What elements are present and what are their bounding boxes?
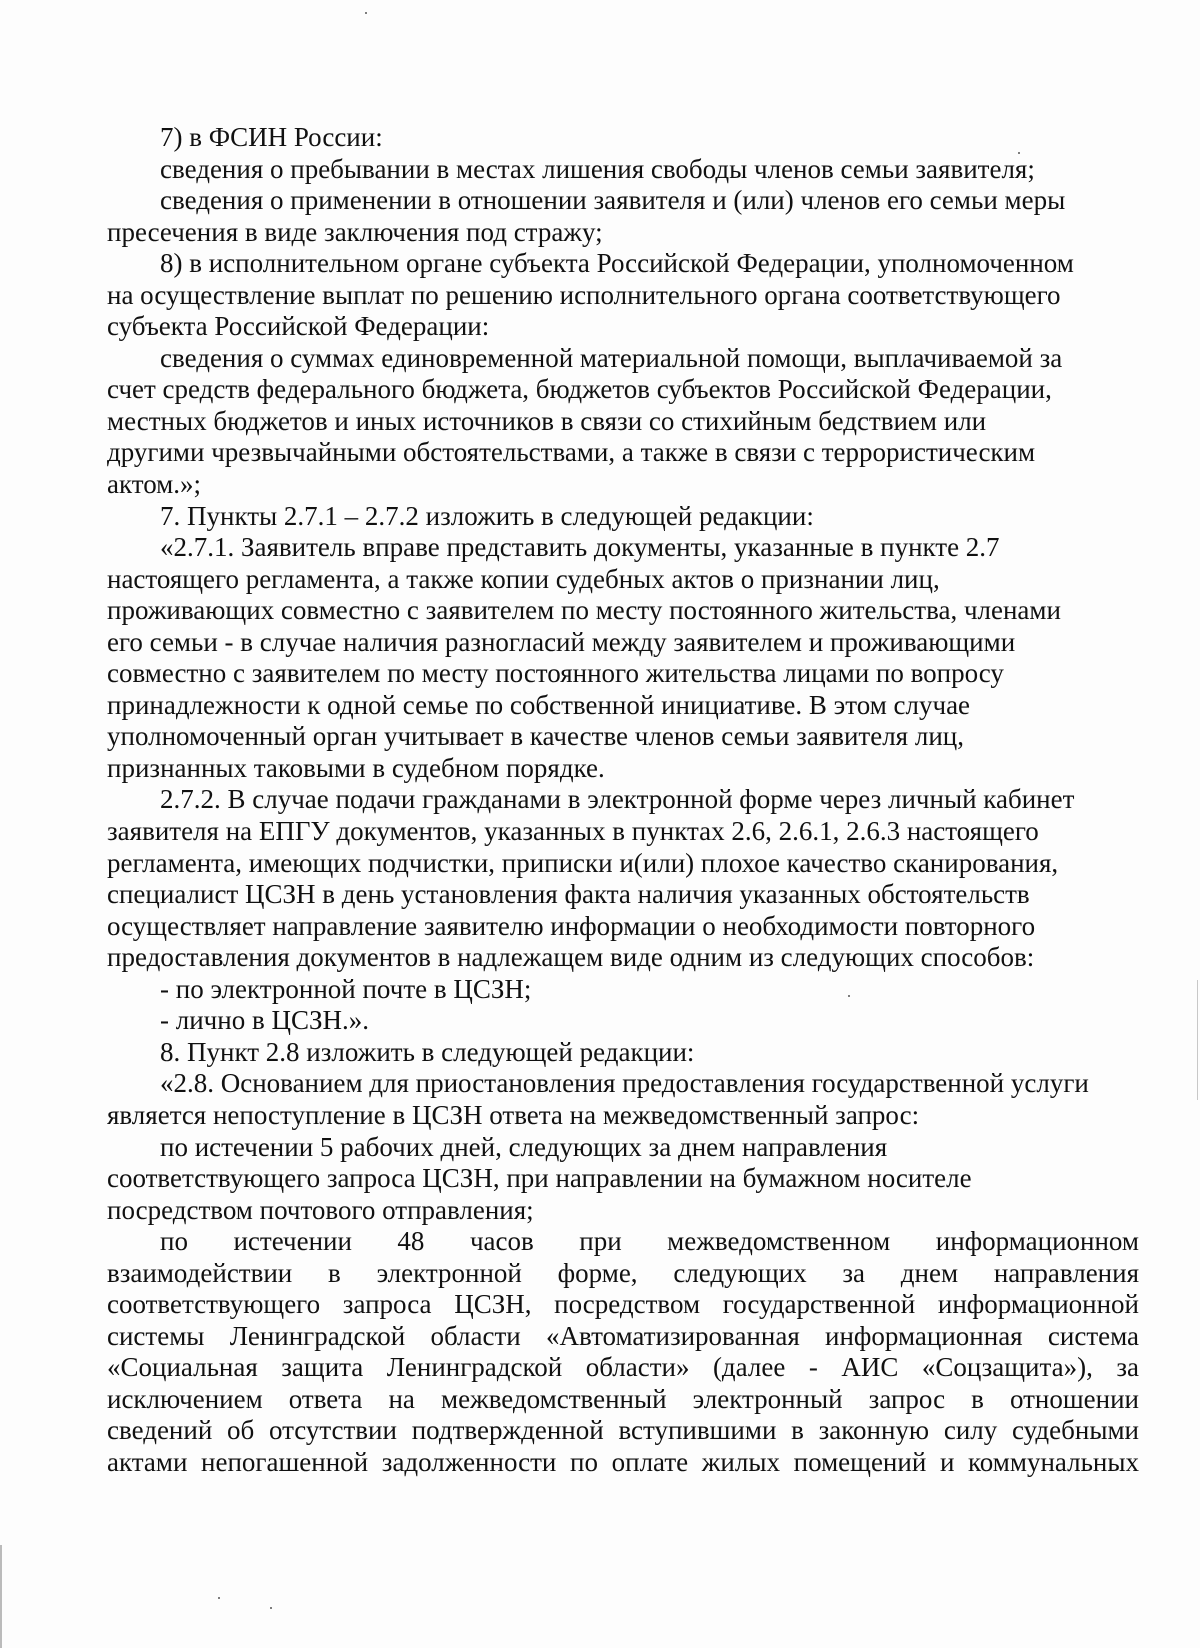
paragraph-item-7-heading: 7. Пункты 2.7.1 – 2.7.2 изложить в следующей редакции: (160, 500, 814, 531)
scan-speck (848, 995, 850, 997)
paragraph-item-8-heading: 8. Пункт 2.8 изложить в следующей редакции: (160, 1036, 695, 1067)
paragraph-imprisonment-info: сведения о пребывании в местах лишения свободы членов семьи заявителя; (160, 153, 1035, 184)
list-item-in-person: - лично в ЦСЗН.». (160, 1005, 369, 1036)
list-item-email: - по электронной почте в ЦСЗН; (160, 973, 532, 1004)
paragraph-5-working-days: по истечении 5 рабочих дней, следующих за днем направления соответствующего запроса ЦСЗН, при направлении на бумажном носителе посредством почтового отправления; (107, 1131, 972, 1225)
scan-speck (270, 1607, 272, 1609)
scan-speck (218, 1597, 220, 1599)
paragraph-fsin-heading: 7) в ФСИН России: (160, 122, 383, 152)
scan-edge-right (1197, 980, 1198, 1100)
paragraph-48-hours: по истечении 48 часов при межведомственном информационном взаимодействии в электронной форме, следующих за днем направления соответствующего запроса ЦСЗН, посредством государственной информационной системы Ленинградской области «Автоматизированная информационная система «Социальная защита Ленинградской области» (далее - АИС «Соцзащита»), за исключением ответа на межведомственный электронный запрос в отношении сведений об отсутствии подтвержденной вступившими в законную силу судебными актами непогашенной задолженности по оплате жилых помещений и коммунальных (107, 1226, 1139, 1477)
paragraph-2-7-2: 2.7.2. В случае подачи гражданами в электронной форме через личный кабинет заявителя на ЕПГУ документов, указанных в пунктах 2.6, 2.6.1, 2.6.3 настоящего регламента, имеющих подчистки, приписки и(или) плохое качество сканирования, специалист ЦСЗН в день установления факта наличия указанных обстоятельств осуществляет направление заявителю информации о необходимости повторного предоставления документов в надлежащем виде одним из следующих способов: (107, 784, 1075, 973)
paragraph-regional-authority: 8) в исполнительном органе субъекта Российской Федерации, уполномоченном на осуществление выплат по решению исполнительного органа соответствующего субъекта Российской Федерации: (107, 248, 1074, 342)
scan-speck (365, 12, 367, 14)
paragraph-material-aid-info: сведения о суммах единовременной материальной помощи, выплачиваемой за счет средств федерального бюджета, бюджетов субъектов Российской Федерации, местных бюджетов и иных источников в связи со стихийным бедствием или другими чрезвычайными обстоятельствами, а также в связи с террористическим актом.»; (107, 342, 1063, 500)
paragraph-restraint-info: сведения о применении в отношении заявителя и (или) членов его семьи меры пресечения в виде заключения под стражу; (107, 185, 1066, 247)
paragraph-2-8: «2.8. Основанием для приостановления предоставления государственной услуги является непоступление в ЦСЗН ответа на межведомственный запрос: (107, 1068, 1089, 1130)
scan-edge-left (0, 1545, 2, 1648)
document-body (107, 122, 1139, 1479)
scan-speck (1018, 152, 1020, 154)
paragraph-2-7-1: «2.7.1. Заявитель вправе представить документы, указанные в пункте 2.7 настоящего регламента, а также копии судебных актов о признании лиц, проживающих совместно с заявителем по месту постоянного жительства, членами его семьи - в случае наличия разногласий между заявителем и проживающими совместно с заявителем по месту постоянного жительства лицами по вопросу принадлежности к одной семье по собственной инициативе. В этом случае уполномоченный орган учитывает в качестве членов семьи заявителя лиц, признанных таковыми в судебном порядке. (107, 532, 1061, 783)
